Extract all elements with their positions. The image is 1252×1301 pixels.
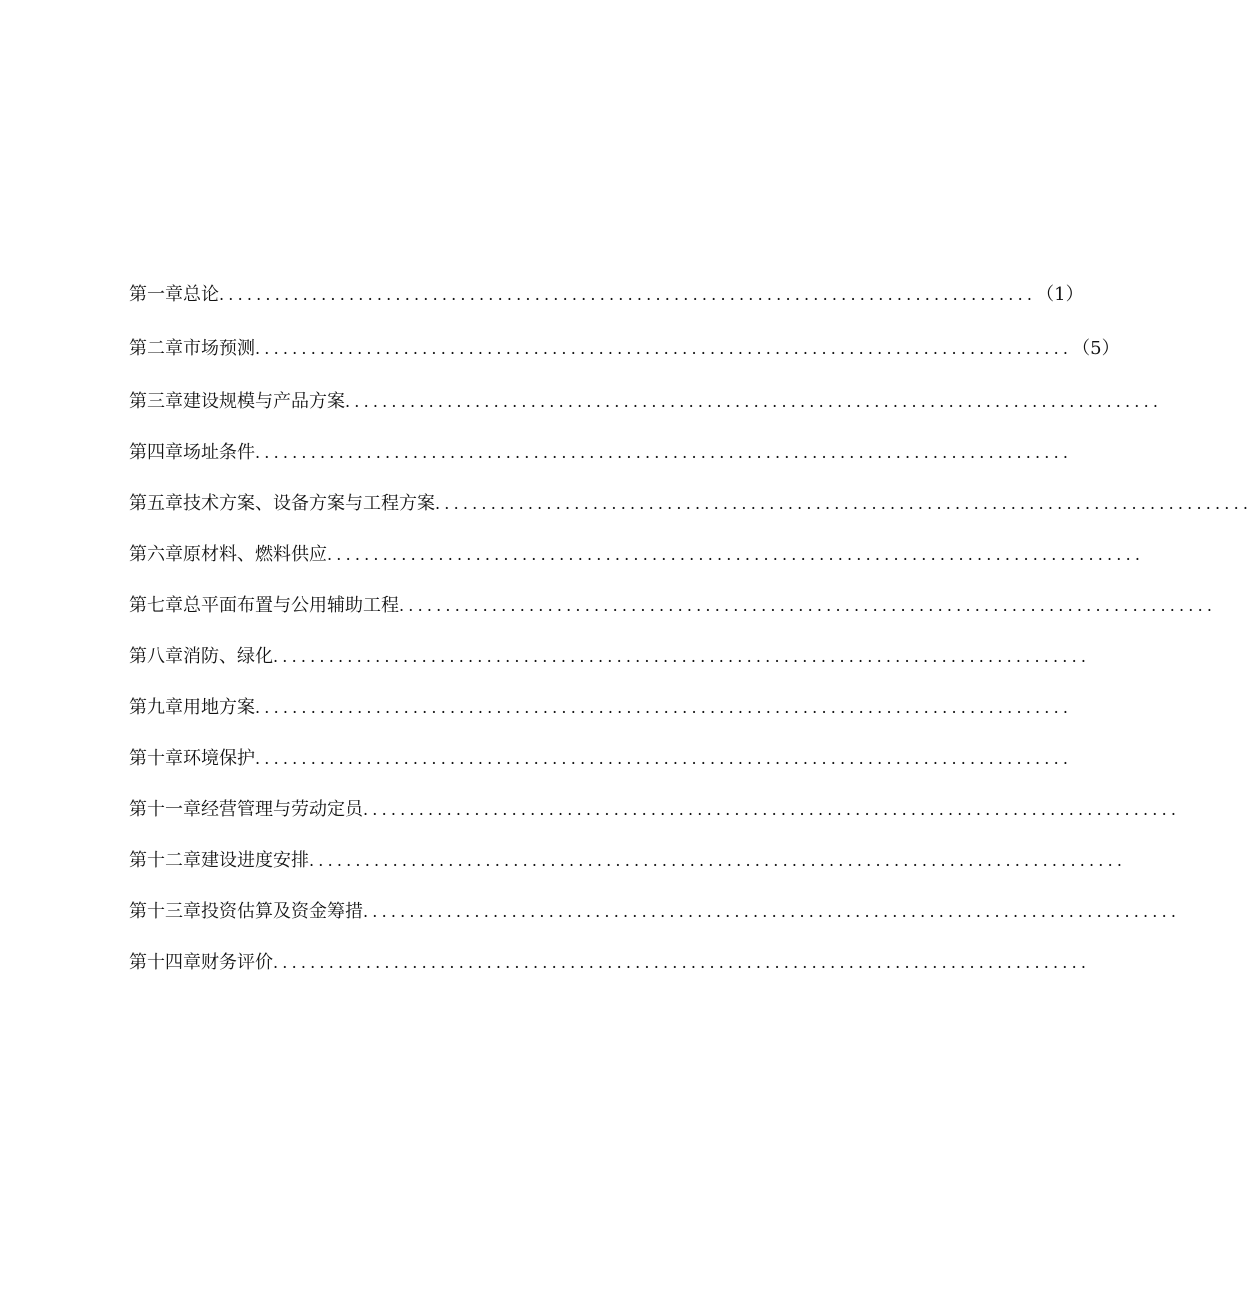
toc-entry-title: 第二章市场预测 (129, 338, 255, 359)
toc-entry[interactable] (129, 476, 1252, 527)
dot-leader: ........................................................................................ (255, 339, 1073, 358)
toc-entry[interactable] (129, 884, 1181, 935)
toc-entry[interactable] (129, 320, 1120, 374)
toc-entry-title: 第七章总平面布置与公用辅助工程 (129, 594, 399, 616)
toc-entry[interactable] (129, 731, 1073, 782)
toc-entry-title: 第五章技术方案、设备方案与工程方案 (129, 492, 435, 514)
toc-entry-page: （5） (1072, 338, 1120, 359)
toc-entry[interactable] (129, 374, 1163, 425)
dot-leader: ........................................................................................ (273, 952, 1091, 972)
dot-leader: ........................................................................................ (255, 442, 1073, 462)
dot-leader: ........................................................................................ (345, 391, 1163, 411)
toc-entry[interactable] (129, 629, 1091, 680)
dot-leader: ........................................................................................ (309, 850, 1127, 870)
toc-entry[interactable] (129, 680, 1073, 731)
toc-entry-page: （1） (1036, 284, 1084, 305)
toc-entry-title: 第六章原材料、燃料供应 (129, 543, 327, 565)
toc-entry[interactable] (129, 425, 1073, 476)
toc-entry[interactable] (129, 527, 1145, 578)
dot-leader: ........................................................................................ (435, 493, 1252, 513)
toc-entry[interactable] (129, 833, 1127, 884)
dot-leader: ........................................................................................ (255, 697, 1073, 717)
table-of-contents (129, 266, 1252, 986)
toc-entry-title: 第十一章经营管理与劳动定员 (129, 798, 363, 820)
toc-entry[interactable] (129, 782, 1181, 833)
toc-entry-title: 第十三章投资估算及资金筹措 (129, 900, 363, 922)
toc-entry-title: 第十二章建设进度安排 (129, 849, 309, 871)
toc-entry[interactable] (129, 266, 1084, 320)
dot-leader: ........................................................................................ (273, 646, 1091, 666)
toc-entry[interactable] (129, 578, 1217, 629)
toc-entry-title: 第十章环境保护 (129, 747, 255, 769)
dot-leader: ........................................................................................ (327, 544, 1145, 564)
dot-leader: ........................................................................................ (363, 901, 1181, 921)
toc-entry[interactable] (129, 935, 1091, 986)
dot-leader: ........................................................................................ (363, 799, 1181, 819)
toc-entry-title: 第十四章财务评价 (129, 951, 273, 973)
dot-leader: ........................................................................................ (255, 748, 1073, 768)
dot-leader: ........................................................................................ (399, 595, 1217, 615)
toc-entry-title: 第四章场址条件 (129, 441, 255, 463)
toc-entry-title: 第三章建设规模与产品方案 (129, 390, 345, 412)
toc-entry-title: 第八章消防、绿化 (129, 645, 273, 667)
toc-entry-title: 第九章用地方案 (129, 696, 255, 718)
dot-leader: ........................................................................................ (219, 285, 1037, 304)
toc-entry-title: 第一章总论 (129, 284, 219, 305)
